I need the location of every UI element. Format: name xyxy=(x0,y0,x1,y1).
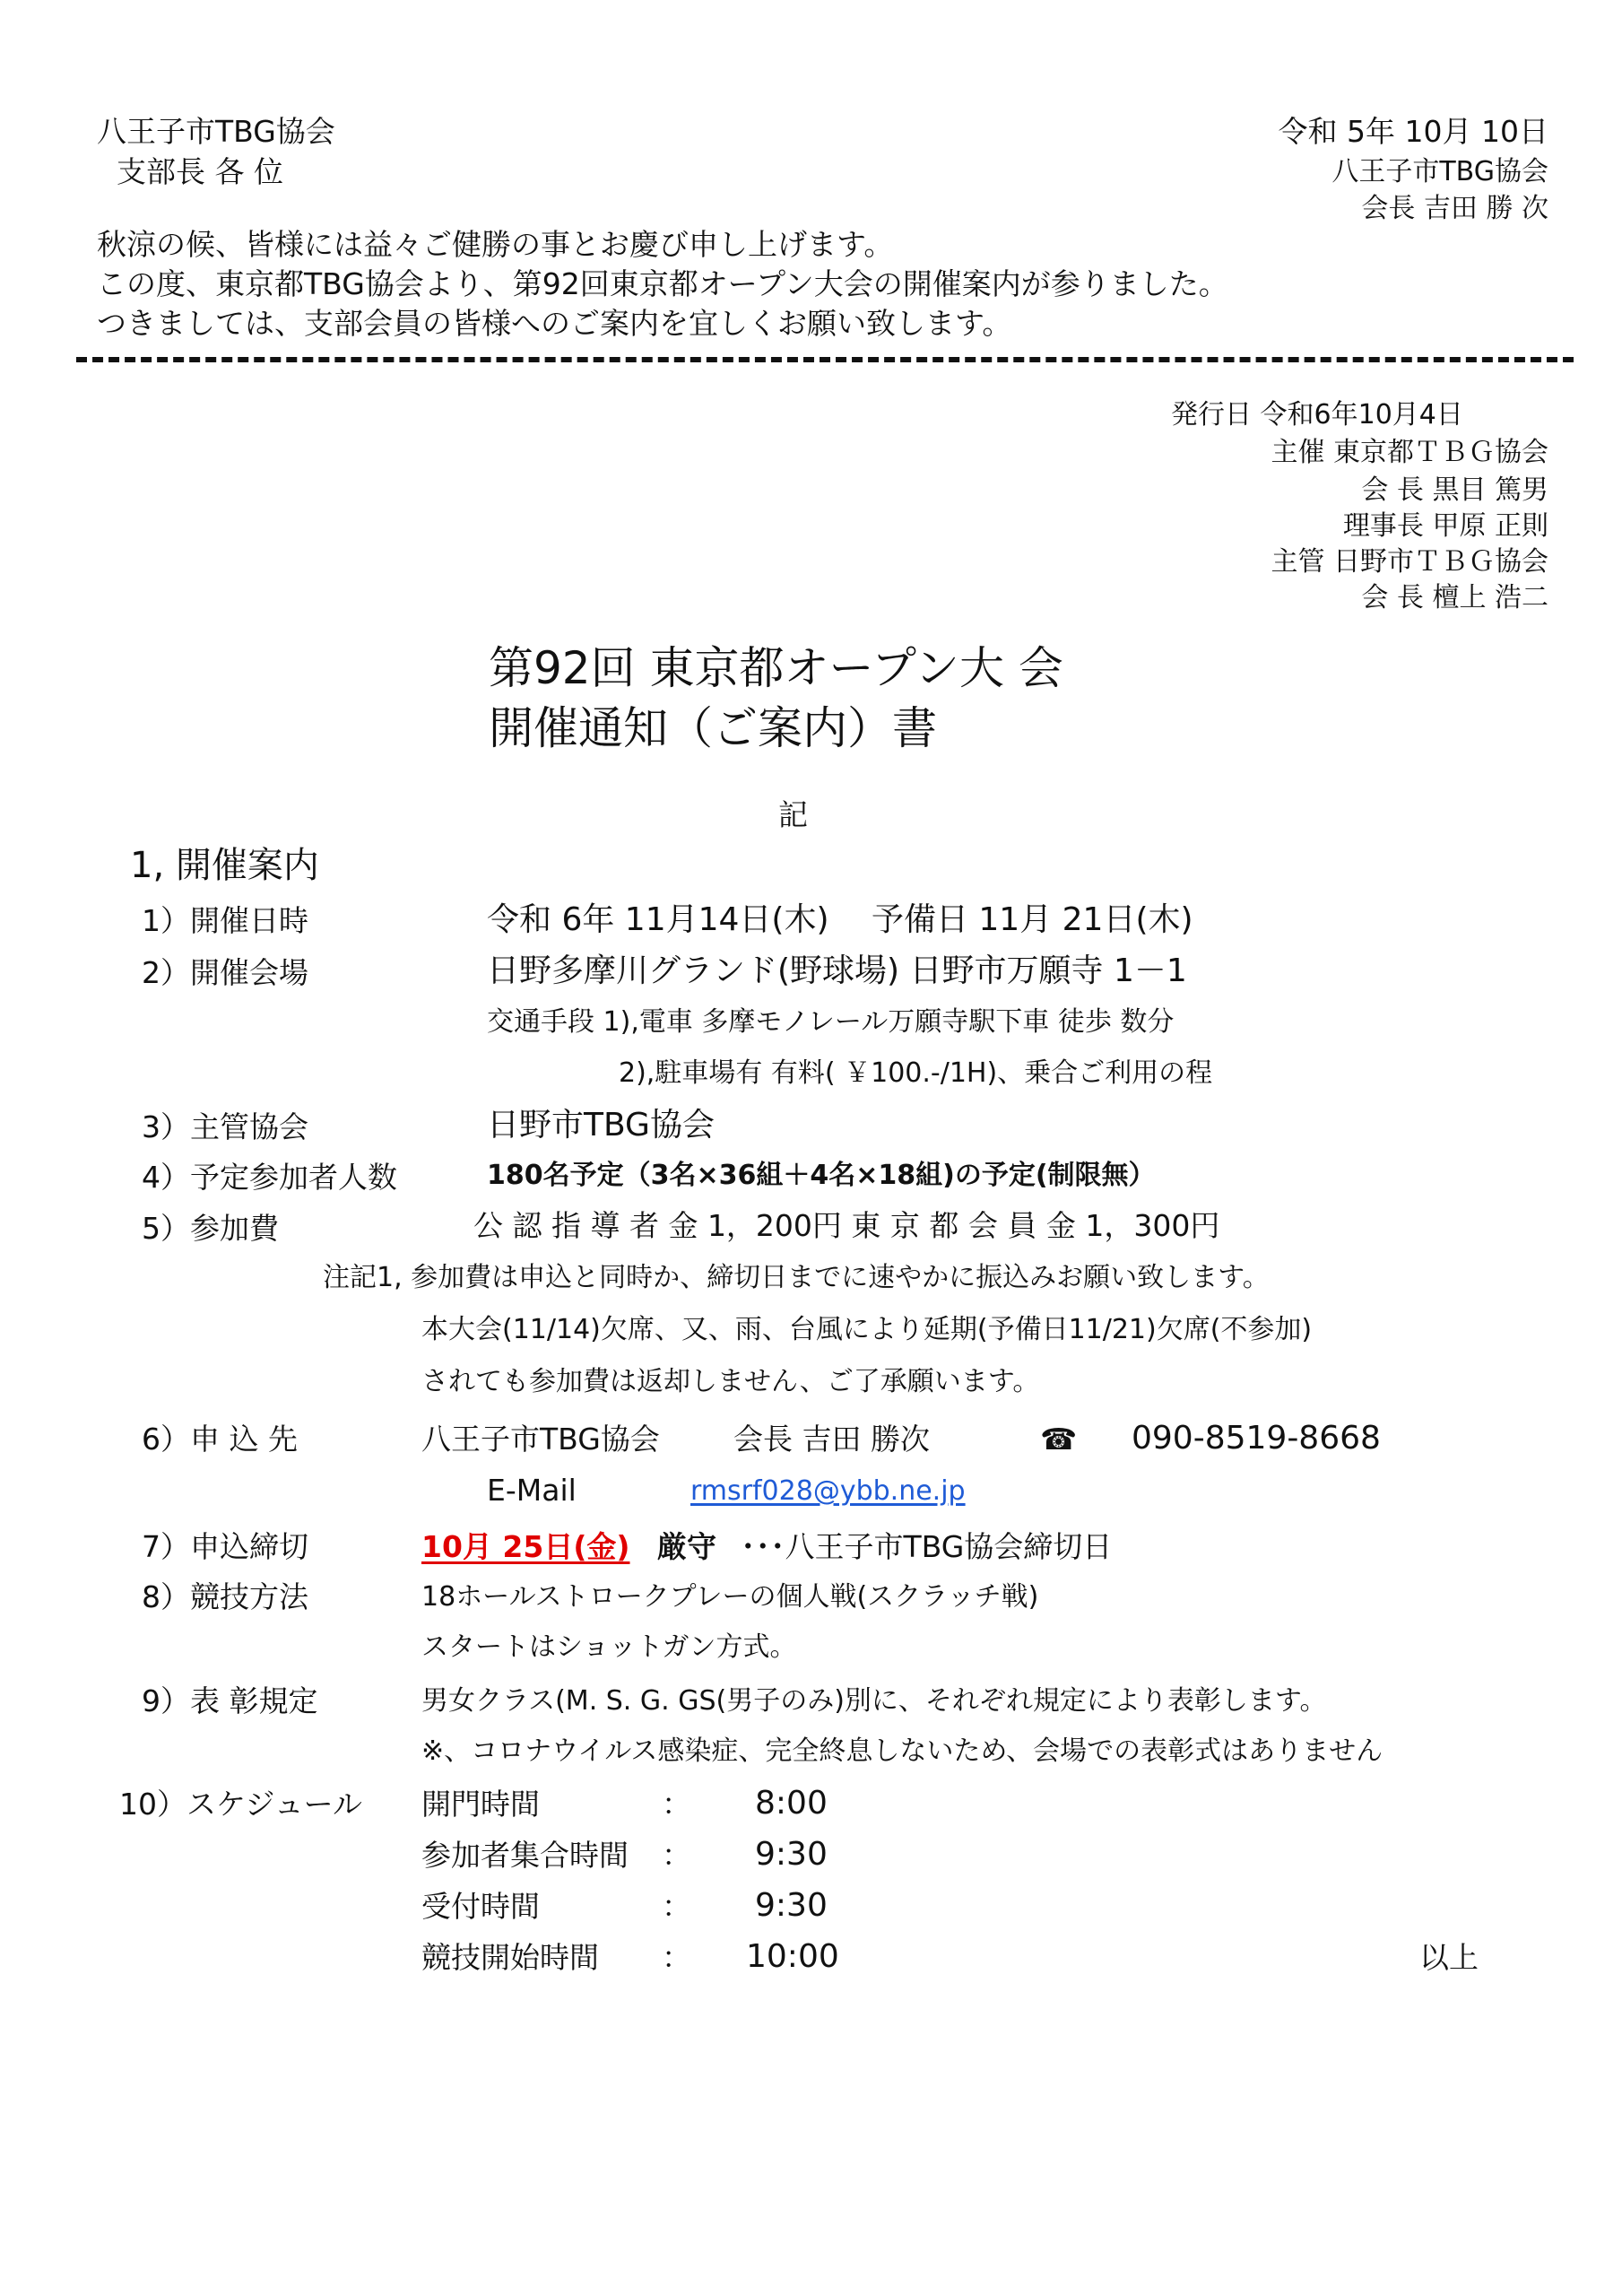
organizer-org: 主管 日野市ＴＢＧ協会 xyxy=(1271,546,1548,578)
recipient-org: 八王子市TBG協会 xyxy=(97,114,335,149)
transport-line-1: 交通手段 1),電車 多摩モノレール万願寺駅下車 徒歩 数分 xyxy=(487,1006,1175,1038)
schedule-label: 10）スケジュール xyxy=(119,1787,363,1822)
method-line-1: 18ホールストロークプレーの個人戦(スクラッチ戦) xyxy=(421,1581,1039,1613)
schedule-row-label: 競技開始時間 xyxy=(421,1940,599,1975)
closing-mark: 以上 xyxy=(1419,1940,1479,1975)
sender-name: 会長 吉田 勝 次 xyxy=(1361,193,1548,224)
venue-value: 日野多摩川グランド(野球場) 日野市万願寺 1－1 xyxy=(487,952,1187,989)
award-line-2: ※、コロナウイルス感染症、完全終息しないため、会場での表彰式はありません xyxy=(421,1735,1383,1767)
venue-label: 2）開催会場 xyxy=(142,955,308,990)
method-line-2: スタートはショットガン方式。 xyxy=(421,1631,797,1663)
org-label: 3）主管協会 xyxy=(142,1109,308,1144)
date-label: 1）開催日時 xyxy=(142,903,308,938)
contact-name: 会長 吉田 勝次 xyxy=(733,1422,930,1457)
email-link[interactable]: rmsrf028@ybb.ne.jp xyxy=(690,1475,966,1507)
fee-note-2: 本大会(11/14)欠席、又、雨、台風により延期(予備日11/21)欠席(不参加) xyxy=(421,1314,1313,1345)
participants-value: 180名予定（3名×36組＋4名×18組)の予定(制限無） xyxy=(487,1160,1156,1191)
document-title-line-1: 第92回 東京都オープン大 会 xyxy=(489,642,1063,694)
schedule-row-colon: ： xyxy=(662,1940,691,1975)
schedule-row-colon: ： xyxy=(662,1889,691,1924)
fee-note-1: 注記1, 参加費は申込と同時か、締切日までに速やかに振込みお願い致します。 xyxy=(323,1262,1270,1293)
schedule-row-time: 10:00 xyxy=(746,1938,839,1975)
greeting-line-2: この度、東京都TBG協会より、第92回東京都オープン大会の開催案内が参りました。 xyxy=(97,266,1228,301)
fee-value: 公 認 指 導 者 金 1，200円 東 京 都 会 員 金 1，300円 xyxy=(473,1208,1220,1243)
schedule-row-label: 受付時間 xyxy=(421,1889,540,1924)
issue-date: 発行日 令和6年10月4日 xyxy=(1171,399,1463,430)
schedule-row-time: 8:00 xyxy=(755,1785,828,1822)
cut-line-divider xyxy=(76,357,1574,362)
ki-mark: 記 xyxy=(778,797,808,832)
greeting-line-3: つきましては、支部会員の皆様へのご案内を宜しくお願い致します。 xyxy=(97,306,1012,341)
section-heading: 1, 開催案内 xyxy=(130,845,319,886)
host-org: 主催 東京都ＴＢＧ協会 xyxy=(1271,437,1548,468)
document-title-line-2: 開催通知（ご案内）書 xyxy=(489,702,937,754)
email-label: E-Mail xyxy=(487,1473,577,1508)
letter-date: 令和 5年 10月 10日 xyxy=(1278,114,1548,149)
deadline-note: ･･･八王子市TBG協会締切日 xyxy=(741,1529,1113,1564)
host-president: 会 長 黒目 篤男 xyxy=(1361,474,1548,506)
schedule-row-colon: ： xyxy=(662,1838,691,1873)
phone-icon: ☎ xyxy=(1040,1422,1078,1457)
award-line-1: 男女クラス(M. S. G. GS(男子のみ)別に、それぞれ規定により表彰します。 xyxy=(421,1685,1327,1717)
transport-line-2: 2),駐車場有 有料( ￥100.-/1H)、乗合ご利用の程 xyxy=(619,1057,1213,1089)
fee-note-3: されても参加費は返却しません、ご了承願います。 xyxy=(421,1366,1040,1397)
deadline-strict: 厳守 xyxy=(657,1529,716,1564)
participants-label: 4）予定参加者人数 xyxy=(142,1160,397,1195)
schedule-row-label: 参加者集合時間 xyxy=(421,1838,629,1873)
recipient-title: 支部長 各 位 xyxy=(117,154,283,189)
organizer-president: 会 長 檀上 浩二 xyxy=(1361,582,1548,613)
schedule-row-time: 9:30 xyxy=(755,1887,828,1924)
method-label: 8）競技方法 xyxy=(142,1579,308,1614)
contact-org: 八王子市TBG協会 xyxy=(421,1422,660,1457)
schedule-row-colon: ： xyxy=(662,1787,691,1822)
schedule-row-time: 9:30 xyxy=(755,1836,828,1873)
fee-label: 5）参加費 xyxy=(142,1211,279,1246)
deadline-label: 7）申込締切 xyxy=(142,1529,308,1564)
award-label: 9）表 彰規定 xyxy=(142,1683,318,1718)
greeting-line-1: 秋涼の候、皆様には益々ご健勝の事とお慶び申し上げます。 xyxy=(97,227,894,262)
schedule-row-label: 開門時間 xyxy=(421,1787,540,1822)
org-value: 日野市TBG協会 xyxy=(487,1107,715,1144)
date-value: 令和 6年 11月14日(木) 予備日 11月 21日(木) xyxy=(487,901,1193,938)
contact-label: 6）申 込 先 xyxy=(142,1422,298,1457)
phone-number: 090-8519-8668 xyxy=(1132,1420,1381,1457)
host-director: 理事長 甲原 正則 xyxy=(1342,510,1548,542)
sender-org: 八王子市TBG協会 xyxy=(1331,156,1548,187)
deadline-date: 10月 25日(金) xyxy=(421,1529,630,1564)
